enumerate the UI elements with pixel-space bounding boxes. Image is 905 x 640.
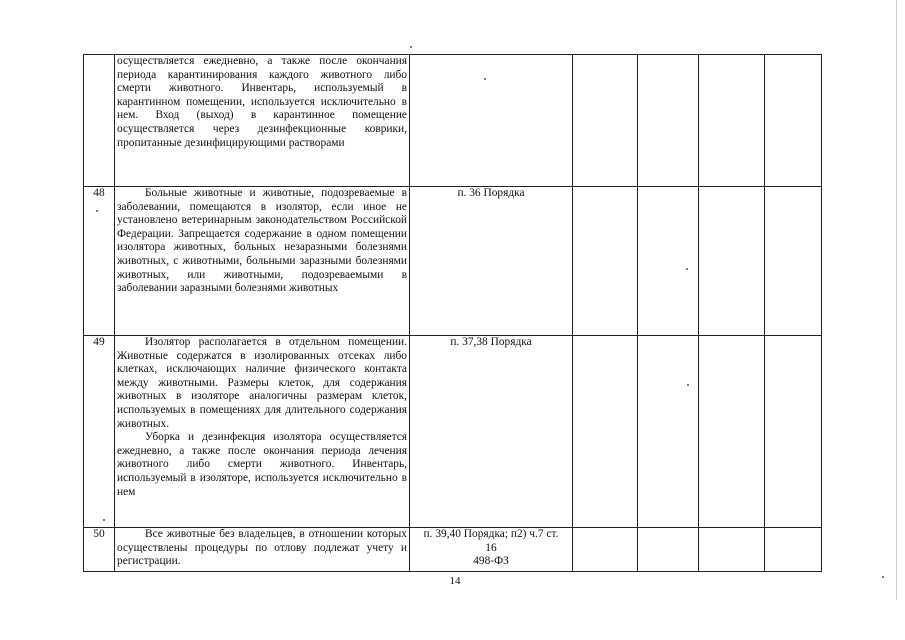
page-number: 14	[449, 575, 461, 587]
requirement-text	[115, 336, 410, 528]
table-row	[84, 187, 822, 336]
empty-cell	[638, 528, 699, 572]
row-number: 49	[84, 336, 115, 528]
legal-reference	[410, 187, 573, 336]
requirement-paragraph: осуществляется ежедневно, а также после окончания периода карантинирования каждого животного либо смерти животного. Инвентарь, используемый в карантинном помещении, используется исключительно в нем. Вход (выход) в карантинное помещение осуществляется через дезинфекционные коврики, пропитанные дезинфицирующими растворами	[117, 55, 407, 149]
row-number: 48	[84, 187, 115, 336]
table-row	[84, 336, 822, 528]
requirement-paragraph: Больные животные и животные, подозреваемые в заболевании, помещаются в изолятор, если иное не установлено ветеринарным законодательством Российской Федерации. Запрещается содержание в одном помещении изолятора животных, больных незаразными болезнями животных, с животными, больными заразными болезнями животных, или животными, подозреваемыми в заболевании заразными болезнями животных	[117, 187, 407, 295]
empty-cell	[573, 528, 638, 572]
table-row	[84, 55, 822, 187]
scan-speck	[882, 576, 884, 578]
reference-line: п. 39,40 Порядка; п2) ч.7 ст.	[423, 528, 559, 540]
empty-cell	[765, 336, 822, 528]
empty-cell	[573, 187, 638, 336]
scan-speck	[103, 519, 105, 521]
requirement-text	[115, 55, 410, 187]
empty-cell	[765, 55, 822, 187]
empty-cell	[638, 336, 699, 528]
reference-line: п. 37,38 Порядка	[450, 336, 532, 348]
page-edge-line	[896, 0, 897, 600]
requirements-table	[83, 54, 822, 572]
empty-cell	[699, 336, 765, 528]
row-number: 50	[84, 528, 115, 572]
legal-reference	[410, 528, 573, 572]
scan-speck	[484, 78, 486, 80]
requirement-paragraph: Все животные без владельцев, в отношении которых осуществлены процедуры по отлову подлежат учету и регистрации.	[117, 528, 407, 568]
reference-line: п. 36 Порядка	[457, 187, 525, 199]
empty-cell	[765, 187, 822, 336]
empty-cell	[699, 55, 765, 187]
empty-cell	[699, 528, 765, 572]
requirement-paragraph: Изолятор располагается в отдельном помещении. Животные содержатся в изолированных отсеках либо клетках, исключающих наличие физического контакта между животными. Размеры клеток, для содержания животных в изоляторе аналогичны размерам клеток, используемых в помещениях для длительного содержания животных.	[117, 336, 407, 430]
scan-speck	[687, 384, 689, 386]
empty-cell	[765, 528, 822, 572]
row-number	[84, 55, 115, 187]
empty-cell	[638, 55, 699, 187]
requirement-text	[115, 528, 410, 572]
empty-cell	[699, 187, 765, 336]
reference-line: 498-ФЗ	[473, 555, 509, 568]
table-row	[84, 528, 822, 572]
scan-speck	[410, 46, 412, 48]
legal-reference	[410, 55, 573, 187]
empty-cell	[638, 187, 699, 336]
reference-line: 16	[485, 541, 497, 554]
requirement-text	[115, 187, 410, 336]
scan-speck	[686, 268, 688, 270]
scan-speck	[96, 210, 98, 212]
requirement-paragraph: Уборка и дезинфекция изолятора осуществляется ежедневно, а также после окончания периода лечения животного либо смерти животного. Инвентарь, используемый в изоляторе, используется исключительно в нем	[117, 431, 407, 498]
empty-cell	[573, 55, 638, 187]
empty-cell	[573, 336, 638, 528]
legal-reference	[410, 336, 573, 528]
